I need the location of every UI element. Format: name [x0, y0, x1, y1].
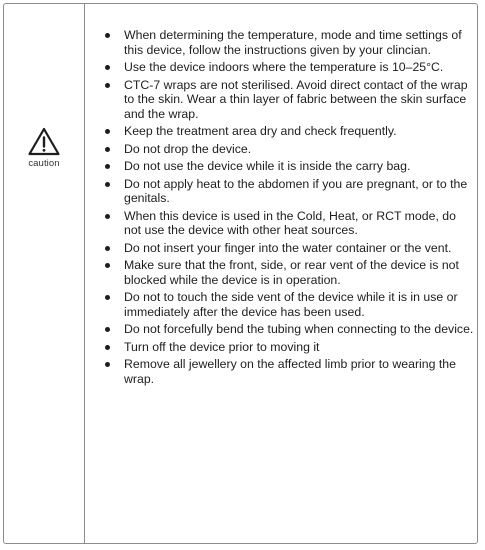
- list-item: [90, 357, 474, 386]
- list-item-text: Turn off the device prior to moving it: [124, 339, 320, 354]
- list-item: [90, 290, 474, 319]
- list-item-text: Keep the treatment area dry and check frequently.: [124, 124, 397, 138]
- list-item-text: Do not drop the device.: [124, 141, 252, 156]
- list-item: [90, 258, 474, 287]
- bullet: [105, 147, 110, 152]
- list-item-text: When this device is used in the Cold, Heat, or RCT mode, do not use the device with other heat sources.: [124, 208, 456, 237]
- list-item-text: Remove all jewellery on the affected limb prior to wearing the wrap.: [124, 357, 456, 386]
- caution-list: [90, 28, 474, 389]
- list-item: [90, 60, 474, 75]
- bullet: [105, 129, 110, 134]
- caution-column: [4, 126, 84, 169]
- list-item-text: CTC-7 wraps are not sterilised. Avoid direct contact of the wrap to the skin. Wear a thin layer of fabric between the skin surface and the wrap.: [124, 77, 468, 121]
- list-item: [90, 209, 474, 238]
- list-item-text: Do not use the device while it is inside the carry bag.: [124, 159, 411, 173]
- list-item: [90, 241, 474, 256]
- warning-triangle-icon: [27, 126, 61, 157]
- list-item: [90, 142, 474, 157]
- column-divider: [84, 4, 85, 543]
- list-item: [90, 322, 474, 337]
- list-item-text: When determining the temperature, mode and time settings of this device, follow the instructions given by your clincian.: [124, 28, 462, 57]
- bullet: [105, 345, 110, 350]
- bullet: [105, 65, 110, 70]
- bullet: [105, 164, 110, 169]
- list-item: [90, 78, 474, 122]
- bullet: [105, 263, 110, 268]
- list-item-text: Do not apply heat to the abdomen if you are pregnant, or to the genitals.: [124, 176, 468, 205]
- bullet: [105, 246, 110, 251]
- bullet: [105, 362, 110, 367]
- bullet: [105, 182, 110, 187]
- bullet: [105, 327, 110, 332]
- bullet: [105, 83, 110, 88]
- list-item-text: Use the device indoors where the temperature is 10–25°C.: [124, 60, 444, 74]
- caution-table: [3, 3, 478, 544]
- list-item-text: Make sure that the front, side, or rear vent of the device is not blocked while the device is in operation.: [124, 258, 459, 287]
- list-item-text: Do not forcefully bend the tubing when connecting to the device.: [124, 322, 474, 336]
- caution-label: caution: [28, 158, 60, 169]
- list-item-text: Do not to touch the side vent of the device while it is in use or immediately after the device has been used.: [124, 290, 458, 319]
- list-item: [90, 340, 474, 355]
- list-item: [90, 177, 474, 206]
- bullet: [105, 295, 110, 300]
- list-item: [90, 159, 474, 174]
- bullet: [105, 214, 110, 219]
- bullet: [105, 33, 110, 38]
- list-item: [90, 124, 474, 139]
- list-item: [90, 28, 474, 57]
- list-item-text: Do not insert your finger into the water container or the vent.: [124, 240, 452, 255]
